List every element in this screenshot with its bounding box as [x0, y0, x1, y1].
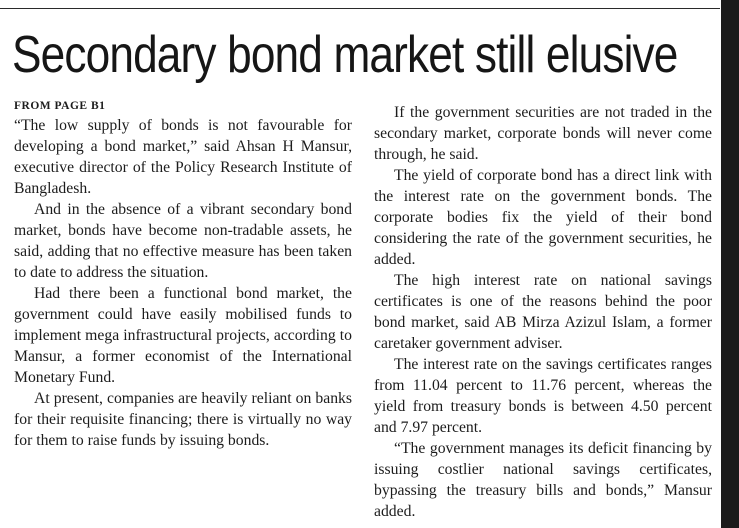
paragraph: The high interest rate on national savings certificates is one of the reasons behind the poor bond market, said AB Mirza Azizul Islam, a former caretaker government adviser. [374, 272, 712, 352]
article-column-right [374, 102, 712, 522]
headline: Secondary bond market still elusive [12, 26, 678, 84]
paragraph: If the government securities are not traded in the secondary market, corporate bonds will never come through, he said. [374, 104, 712, 163]
paragraph: And in the absence of a vibrant secondary bond market, bonds have become non-tradable assets, he said, adding that no effective measure has been taken to date to address the situation. [14, 201, 352, 281]
dateline: FROM PAGE B1 [14, 100, 106, 112]
paragraph: Had there been a functional bond market, the government could have easily mobilised funds to implement mega infrastructural projects, according to Mansur, a former economist of the International Monetary Fund. [14, 285, 352, 386]
paragraph: “The government manages its deficit financing by issuing costlier national savings certificates, bypassing the treasury bills and bonds,” Mansur added. [374, 440, 712, 520]
paragraph: At present, companies are heavily reliant on banks for their requisite financing; there is virtually no way for them to raise funds by issuing bonds. [14, 390, 352, 449]
paragraph: The interest rate on the savings certificates ranges from 11.04 percent to 11.76 percent, whereas the yield from treasury bonds is between 4.50 percent and 7.97 percent. [374, 356, 712, 436]
paragraph: “The low supply of bonds is not favourable for developing a bond market,” said Ahsan H Mansur, executive director of the Policy Research Institute of Bangladesh. [14, 117, 352, 197]
paragraph: The yield of corporate bond has a direct link with the interest rate on the government bonds. The corporate bodies fix the yield of their bond considering the rate of the government securities, he added. [374, 167, 712, 268]
article-column-left [14, 100, 352, 451]
scan-edge-bar [721, 0, 739, 528]
top-rule [0, 8, 720, 9]
